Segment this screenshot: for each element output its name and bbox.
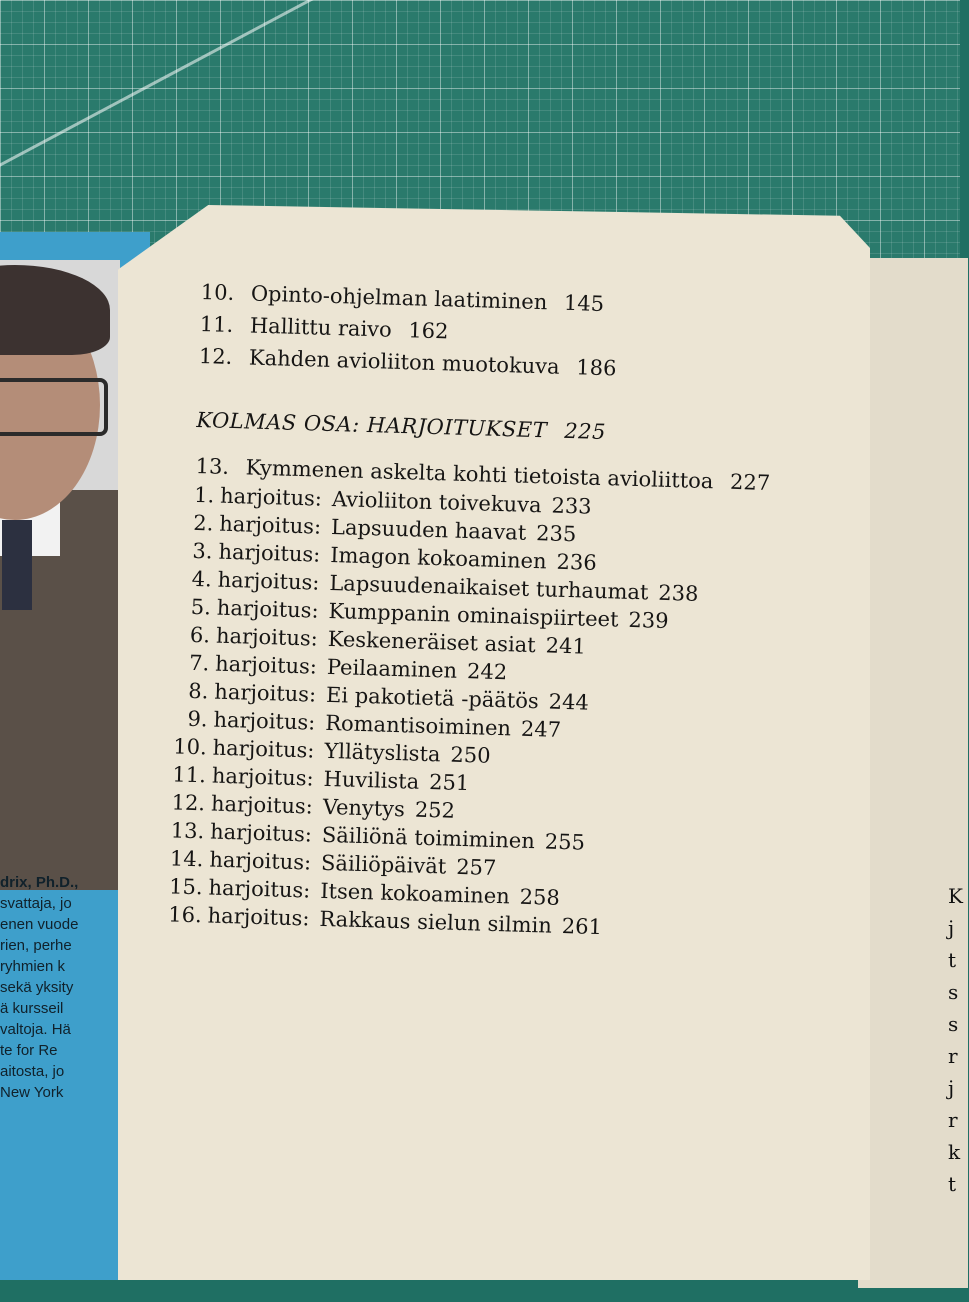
chapter-page: 227 xyxy=(729,469,771,495)
cover-text-line: enen vuode xyxy=(0,916,79,933)
cover-text-line: aitosta, jo xyxy=(0,1063,65,1080)
exercise-page: 250 xyxy=(450,742,491,768)
exercise-title: Venytys xyxy=(322,794,406,822)
exercise-page: 235 xyxy=(535,521,577,547)
exercise-label: harjoitus: xyxy=(212,735,315,763)
exercise-title: Huvilista xyxy=(323,766,420,794)
exercise-label: harjoitus: xyxy=(214,679,317,707)
exercise-number: 15. xyxy=(168,874,203,900)
exercise-title: Yllätyslista xyxy=(324,738,441,767)
exercise-title: Peilaaminen xyxy=(326,654,458,683)
chapter-title: Kahden avioliiton muotokuva xyxy=(248,345,561,379)
chapter-number: 12. xyxy=(198,343,233,369)
right-page-glyph: t xyxy=(948,948,957,972)
exercise-page: 252 xyxy=(414,797,456,823)
right-page-edge-text xyxy=(948,880,963,1200)
chapter-page: 145 xyxy=(563,290,605,316)
exercise-label: harjoitus: xyxy=(219,511,322,539)
exercise-title: Lapsuudenaikaiset turhaumat xyxy=(329,570,649,605)
exercise-page: 236 xyxy=(556,549,597,575)
exercise-number: 1. xyxy=(193,482,215,508)
exercise-label: harjoitus: xyxy=(209,819,313,847)
exercise-label: harjoitus: xyxy=(216,595,319,623)
chapter-page: 186 xyxy=(575,355,617,381)
exercise-title: Säiliönä toimiminen xyxy=(321,822,536,854)
exercise-number: 4. xyxy=(191,566,213,592)
right-page-glyph: s xyxy=(948,1012,959,1036)
exercise-label: harjoitus: xyxy=(209,847,312,875)
chapter-page: 162 xyxy=(408,318,449,344)
exercise-page: 233 xyxy=(551,493,592,519)
exercise-label: harjoitus: xyxy=(208,875,311,903)
exercise-title: Säiliöpäivät xyxy=(320,850,447,879)
cover-text-line: rien, perhe xyxy=(0,937,72,954)
exercise-title: Keskeneräiset asiat xyxy=(327,626,537,658)
cover-text-line: New York xyxy=(0,1084,64,1101)
exercise-title: Kumppanin ominaispiirteet xyxy=(328,598,619,632)
exercise-label: harjoitus: xyxy=(215,623,319,651)
part-heading xyxy=(196,408,606,444)
exercise-label: harjoitus: xyxy=(210,791,314,819)
exercise-label: harjoitus: xyxy=(207,903,310,931)
cover-text-line: te for Re xyxy=(0,1042,58,1059)
exercise-page: 242 xyxy=(466,659,508,685)
exercise-number: 7. xyxy=(188,650,210,676)
chapter-number: 13. xyxy=(195,453,230,479)
chapter-title: Hallittu raivo xyxy=(249,313,393,342)
exercise-label: harjoitus: xyxy=(217,567,320,595)
exercise-page: 251 xyxy=(428,770,470,796)
exercise-number: 10. xyxy=(172,734,208,760)
cover-text-line: ä kursseil xyxy=(0,1000,64,1017)
right-page-glyph: r xyxy=(948,1108,958,1132)
right-page-glyph: j xyxy=(948,1076,955,1100)
right-page-glyph: t xyxy=(948,1172,957,1196)
exercise-title: Itsen kokoaminen xyxy=(319,878,511,909)
chapter-number: 10. xyxy=(200,280,235,306)
cover-text-line: ryhmien k xyxy=(0,958,66,975)
exercise-number: 3. xyxy=(192,538,213,564)
exercise-number: 12. xyxy=(171,790,206,816)
part-heading-title: KOLMAS OSA: HARJOITUKSET xyxy=(196,407,548,443)
exercise-page: 239 xyxy=(628,607,669,634)
right-page-glyph: r xyxy=(948,1044,958,1068)
exercise-number: 2. xyxy=(192,510,214,536)
exercise-title: Lapsuuden haavat xyxy=(330,514,527,545)
chapter-number: 11. xyxy=(199,312,234,337)
cover-text-line: valtoja. Hä xyxy=(0,1021,71,1038)
exercise-number: 11. xyxy=(172,762,207,788)
exercise-number: 9. xyxy=(187,706,208,732)
exercise-number: 6. xyxy=(189,622,211,648)
exercise-title: Imagon kokoaminen xyxy=(329,542,547,574)
right-page-glyph: j xyxy=(948,916,955,940)
right-page-glyph: k xyxy=(948,1140,961,1164)
exercise-label: harjoitus: xyxy=(214,651,318,679)
exercise-title: Ei pakotietä -päätös xyxy=(325,682,540,714)
exercise-page: 247 xyxy=(520,716,562,742)
cover-text-line: sekä yksity xyxy=(0,979,74,996)
exercise-page: 255 xyxy=(544,829,586,855)
exercise-page: 241 xyxy=(545,633,587,659)
exercise-title: Rakkaus sielun silmin xyxy=(319,906,553,938)
exercise-title: Romantisoiminen xyxy=(324,710,512,741)
exercise-number: 5. xyxy=(190,594,212,620)
chapter-title: Kymmenen askelta kohti tietoista avioliittoa xyxy=(245,455,714,494)
exercise-page: 238 xyxy=(658,580,699,606)
toc-chapter-row xyxy=(198,342,617,382)
exercise-number: 16. xyxy=(167,902,203,928)
exercise-label: harjoitus: xyxy=(218,539,321,567)
exercise-label: harjoitus: xyxy=(219,483,323,511)
exercise-page: 261 xyxy=(561,914,603,940)
exercise-title: Avioliiton toivekuva xyxy=(331,487,542,518)
exercise-label: harjoitus: xyxy=(211,763,314,791)
chapter-title: Opinto-ohjelman laatiminen xyxy=(250,281,548,315)
exercise-number: 8. xyxy=(187,678,209,704)
right-page-glyph: s xyxy=(948,980,959,1004)
cover-text-line: drix, Ph.D., xyxy=(0,874,79,891)
exercise-number: 14. xyxy=(169,846,204,872)
exercise-label: harjoitus: xyxy=(213,707,316,735)
cover-text-line: svattaja, jo xyxy=(0,895,72,912)
part-heading-page: 225 xyxy=(563,418,607,445)
exercise-page: 244 xyxy=(548,689,590,715)
toc-chapter-row xyxy=(199,310,449,345)
exercise-page: 257 xyxy=(455,854,497,881)
exercise-number: 13. xyxy=(170,818,205,844)
exercise-page: 258 xyxy=(519,884,561,910)
right-page-glyph: K xyxy=(948,884,963,908)
